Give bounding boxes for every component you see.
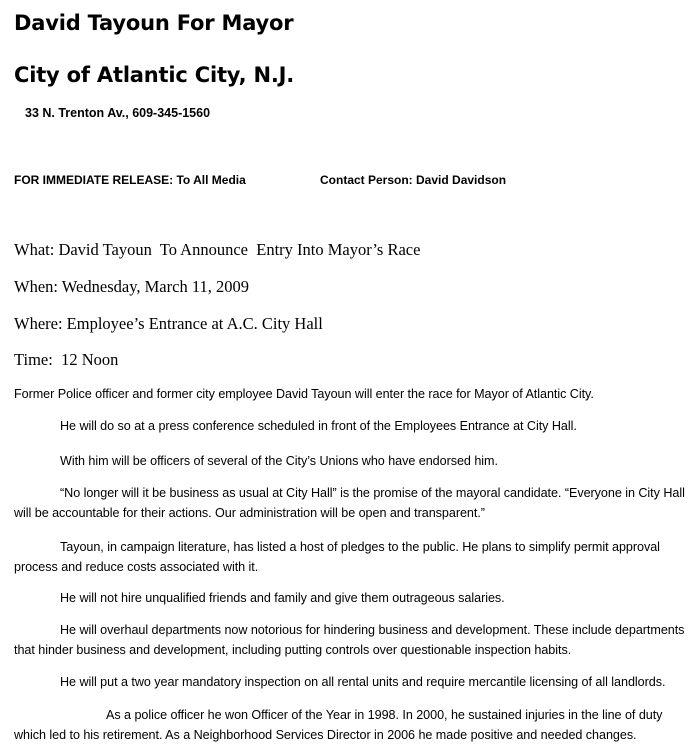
what-line: What: David Tayoun To Announce Entry Into Mayor’s Race <box>14 240 421 259</box>
paragraph-4: “No longer will it be business as usual at City Hall” is the promise of the mayoral candidate. “Everyone in City Hall will be accountable for their actions. Our administration will be open and transparent.” <box>14 486 685 520</box>
paragraph-2: He will do so at a press conference scheduled in front of the Employees Entrance at City Hall. <box>60 419 577 433</box>
when-line: When: Wednesday, March 11, 2009 <box>14 277 249 296</box>
document-subtitle: City of Atlantic City, N.J. <box>14 63 295 87</box>
paragraph-3: With him will be officers of several of the City’s Unions who have endorsed him. <box>60 454 498 468</box>
paragraph-6: He will not hire unqualified friends and family and give them outrageous salaries. <box>60 591 505 605</box>
release-label: FOR IMMEDIATE RELEASE: To All Media <box>14 173 246 187</box>
time-line: Time: 12 Noon <box>14 350 119 369</box>
document-title: David Tayoun For Mayor <box>14 11 294 35</box>
contact-person: Contact Person: David Davidson <box>320 173 507 187</box>
paragraph-5: Tayoun, in campaign literature, has listed a host of pledges to the public. He plans to simplify permit approval process and reduce costs associated with it. <box>14 540 660 574</box>
paragraph-9: As a police officer he won Officer of the Year in 1998. In 2000, he sustained injuries in the line of duty which led to his retirement. As a Neighborhood Services Director in 2006 he made positive and needed changes. <box>14 708 663 742</box>
paragraph-8: He will put a two year mandatory inspection on all rental units and require mercantile licensing of all landlords. <box>60 675 666 689</box>
paragraph-7: He will overhaul departments now notorious for hindering business and development. These include departments that hinder business and development, including putting controls over questionable inspection habits. <box>14 623 685 657</box>
address-line: 33 N. Trenton Av., 609-345-1560 <box>25 106 211 120</box>
paragraph-1: Former Police officer and former city employee David Tayoun will enter the race for Mayor of Atlantic City. <box>14 387 594 401</box>
where-line: Where: Employee’s Entrance at A.C. City Hall <box>14 314 323 333</box>
